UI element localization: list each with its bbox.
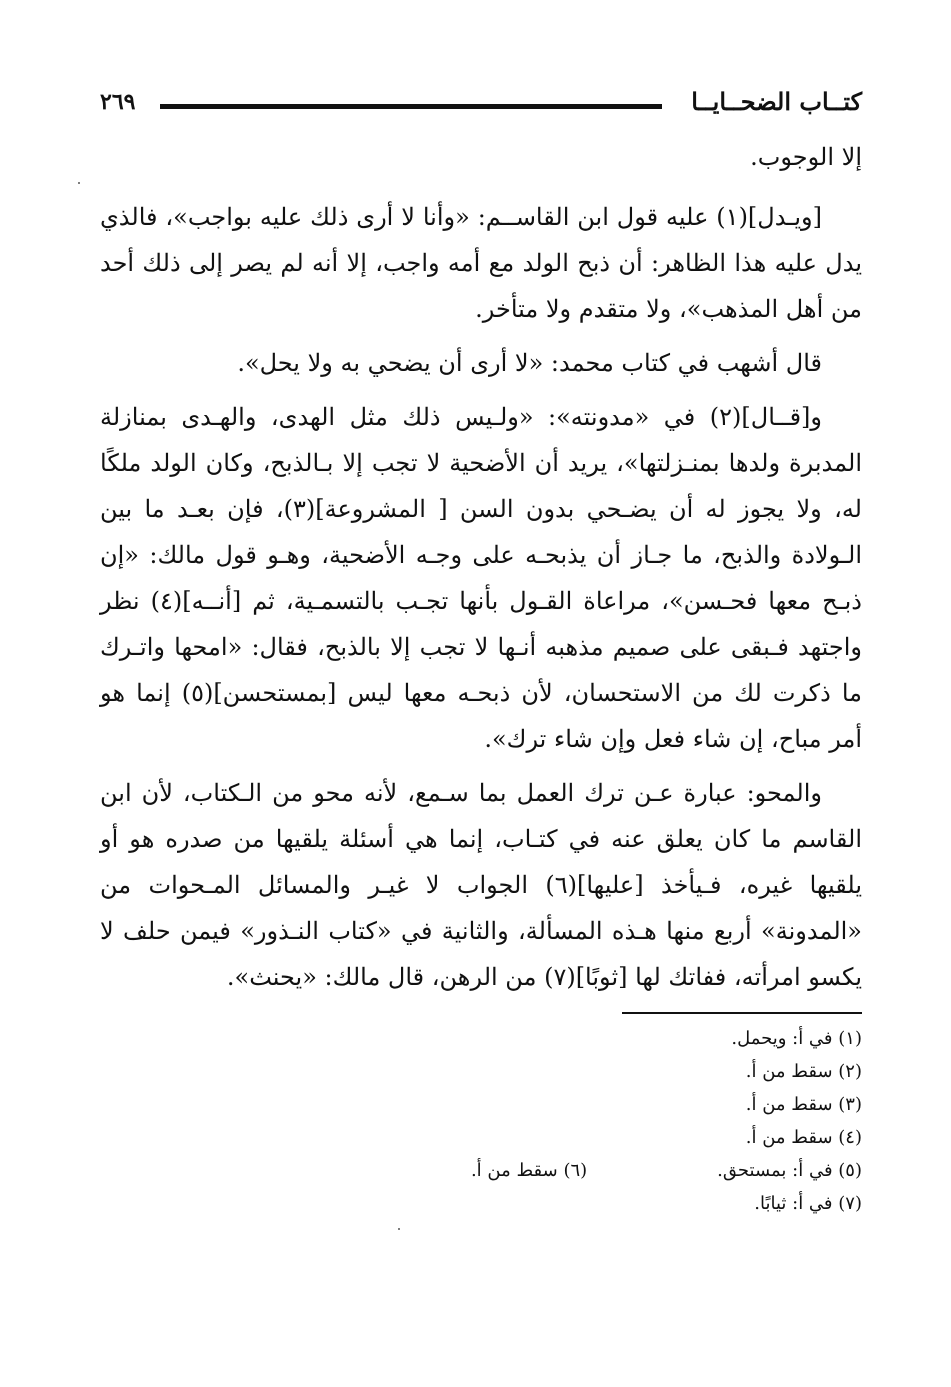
book-page (100, 84, 862, 1220)
footnote-row (100, 1055, 862, 1088)
paragraph-4: و[قــال](٢) في «مدونته»: «ولـيس ذلك مثل الهدى، والهـدى بمنازلة المدبرة ولدها بمنـزلتها»، يريد أن الأضحية لا تجب إلا بـالذبح، وكان الولد ملكًا له، ولا يجوز له أن يضـحي بدون السن [ المشروعة](٣)، فإن بعـد ما بين الـولادة والذبح، ما جـاز أن يذبحـه على وجـه الأضحية، وهـو قول مالك: «إن ذبـح معها فحـسن»، مراعاة القـول بأنها تجـب بالتسمـية، ثم [أنــه](٤) نظر واجتهد فـبقى على صميم مذهبه أنـها لا تجب إلا بالذبح، فقال: «امحها واتـرك ما ذكرت لك من الاستحسان، لأن ذبحـه معها ليس [بمستحسن](٥) إنما هو أمر مباح، إن شاء فعل وإن شاء ترك». (100, 403, 862, 753)
footnote-6: (٦) سقط من أ. (470, 1160, 588, 1181)
scan-speck (78, 182, 80, 184)
footnote-5: (٥) في أ: بمستحق. (717, 1160, 862, 1181)
footnote-rule (622, 1012, 862, 1014)
footnote-row (100, 1154, 862, 1187)
footnote-row (100, 1187, 862, 1220)
header-rule (160, 104, 662, 109)
footnote-row (100, 1121, 862, 1154)
paragraph-2: [ويـدل](١) عليه قول ابن القاســم: «وأنا لا أرى ذلك عليه بواجب»، فالذي يدل عليه هذا الظاهر: أن ذبح الولد مع أمه واجب، إلا أنه لم يصر إلى ذلك أحد من أهل المذهب»، ولا متقدم ولا متأخر. (100, 203, 862, 323)
footnotes (100, 1022, 862, 1220)
footnote-1: (١) في أ: ويحمل. (731, 1028, 862, 1049)
scan-speck (398, 1228, 400, 1230)
paragraph-3: قال أشهب في كتاب محمد: «لا أرى أن يضحي به ولا يحل». (237, 349, 822, 377)
page-number: ٢٦٩ (100, 89, 136, 115)
footnote-7: (٧) في أ: ثيابًا. (754, 1193, 862, 1214)
footnote-row (100, 1022, 862, 1055)
paragraph-5: والمحو: عبارة عـن ترك العمل بما سـمع، لأنه محو من الـكتاب، لأن ابن القاسم ما كان يعلق عنه في كتـاب، إنما هي أسئلة يلقيها من صدره هو أو يلقيها غيره، فـيأخذ [عليها](٦) الجواب لا غيـر والمسائل المـحوات من «المدونة» أربع منها هـذه المسألة، والثانية في «كتاب النـذور» فيمن حلف لا يكسو امرأته، ففاتك لها [ثوبًا](٧) من الرهن، قال مالك: «يحنث». (100, 779, 862, 991)
running-title: كتــاب الضحــايــا (691, 87, 862, 116)
footnote-row (100, 1088, 862, 1121)
paragraph-1: إلا الوجوب. (750, 143, 862, 171)
footnote-3: (٣) سقط من أ. (745, 1094, 862, 1115)
footnote-4: (٤) سقط من أ. (745, 1127, 862, 1148)
body-text (100, 134, 862, 1000)
page-header (100, 84, 862, 128)
footnote-2: (٢) سقط من أ. (745, 1061, 862, 1082)
